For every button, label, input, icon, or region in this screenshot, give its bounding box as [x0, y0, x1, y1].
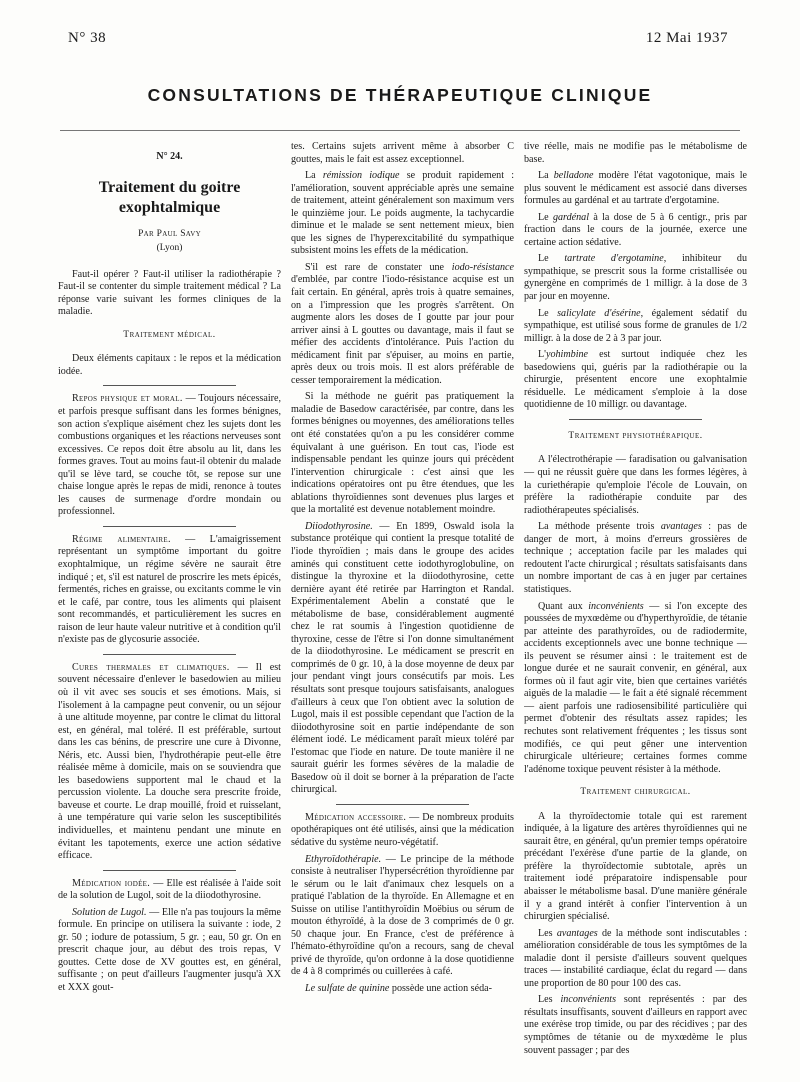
- paragraph-lead: Médication accessoire.: [305, 811, 407, 823]
- section-title: CONSULTATIONS DE THÉRAPEUTIQUE CLINIQUE: [147, 85, 653, 105]
- paragraph: Solution de Lugol. — Elle n'a pas toujours la même formule. En principe on utilisera la suivante : iode, 2 gr. 50 ; iodure de potassium, 5 gr. ; eau, 50 gr. On en prescrit chaque jour, au début des trois repas, V gouttes. Cette dose de XV gouttes est, en général, suffisante ; on peut d'ailleurs l'augmenter jusqu'à XX et XXX gout-: [58, 906, 281, 993]
- paragraph: S'il est rare de constater une iodo-résistance d'emblée, par contre l'iodo-résistance acquise est un fait certain. En général, après trois à quatre semaines, on a l'impression que les progrès s'arrêtent. On augmente alors les doses de I goutte par jour pour arriver ainsi à L gouttes ou davantage, mais il faut se méfier des accidents d'intolérance. Puis l'action du médicament finit par s'épuiser, au moins en partie, après deux ou trois mois. Il est alors préférable de cesser temporairement la médication.: [291, 261, 514, 386]
- article-columns: [58, 141, 748, 1061]
- article-number: N° 24.: [156, 151, 183, 162]
- paragraph: L'yohimbine est surtout indiquée chez les basedowiens qui, guéris par la radiothérapie ou la chirurgie, présentent encore une exophtalmie résiduelle. Le médicament s'emploie à la dose quotidienne de 10 milligr. ou davantage.: [524, 349, 747, 411]
- paragraph: Ethyroïdothérapie. — Le principe de la méthode consiste à neutraliser l'hypersécrétion thyroïdienne par le sérum ou le lait d'animaux chez lesquels on a pratiqué l'ablation de la thyroïde. En Allemagne et en Suisse on utilise l'antithyroïdin Moëbius ou sérum de mouton éthyroïdé, à la dose de 3 comprimés de 0 gr. 50 chaque jour. En France, c'est de préférence à l'hémato-éthyroïdine qu'on a recours, sang de cheval privé de thyroïde, qu'on ordonne à la dose quotidienne de 4 à 8 comprimés ou cuillerées à café.: [291, 853, 514, 978]
- paragraph: tive réelle, mais ne modifie pas le métabolisme de base.: [524, 141, 747, 165]
- page-header: [68, 30, 728, 47]
- divider: [103, 526, 237, 527]
- paragraph: Les inconvénients sont représentés : par des résultats insuffisants, souvent d'ailleurs en rapport avec une exérèse trop timide, ou par des récidives ; par des symptômes de tétanie ou de myxœdème le plus souvent passager ; par des: [524, 994, 747, 1056]
- paragraph: A la thyroïdectomie totale qui est rarement indiquée, à la ligature des artères thyroïdiennes qui ne saurait être, en général, qu'un premier temps opératoire précédant l'exérèse d'une partie de la glande, on préfère la thyroïdectomie subtotale, après un traitement iodé préparatoire indispensable pour abaisser le métabolisme basal. D'une manière générale il y a grand intérêt à confier l'intervention à un chirurgien spécialisé.: [524, 810, 747, 923]
- paragraph: La méthode présente trois avantages : pas de danger de mort, à moins d'erreurs grossières de technique ; acceptation facile par les malades qui redoutent l'acte chirurgical ; résultats satisfaisants dans un nombre important de cas à en juger par certaines statistiques.: [524, 521, 747, 595]
- paragraph: La rémission iodique se produit rapidement : l'amélioration, souvent appréciable après une semaine de traitement, atteint généralement son maximum vers le quinzième jour. Le poids augmente, la tachycardie diminue et le malade se sent nettement mieux, bien que les signes de l'hyperexcitabilité du sympathique subsistent moins les effets de la médication.: [291, 170, 514, 257]
- paragraph-lead: Cures thermales et climatiques.: [72, 661, 230, 673]
- divider: [103, 385, 237, 386]
- issue-date: 12 Mai 1937: [645, 30, 728, 46]
- paragraph: A l'électrothérapie — faradisation ou galvanisation — qui ne réussit guère que dans les formes légères, à la curiethérapie qu'emploie l'école de Louvain, on préfère la radiothérapie conduite par des radiothérapeutes spécialisés.: [524, 454, 747, 516]
- article-location: (Lyon): [156, 243, 183, 254]
- paragraph: Cures thermales et climatiques. — Il est souvent nécessaire d'enlever le basedowien au milieu où il vit avec ses soucis et ses émotions. Mais, si l'isolement à la campagne peut convenir, ou un séjour à une altitude moyenne, par contre le climat du littoral est, en général, mal toléré. Il est préférable, surtout dans les cas bénins, de prescrire une cure à Divonne, Néris, etc. Aussi bien, l'hydrothérapie peut-elle être réalisée même à domicile, mais on se souviendra que les basedowiens supportent mal le chaud et la percussion violente. La douche sera prescrite froide, baveuse et courte. Le drap mouillé, froid et ruisselant, à une température qui varie selon les susceptibilités individuelles, et maintenu pendant une minute en évitant les tapotements, exerce une action sédative efficace.: [58, 661, 281, 862]
- section-heading: Traitement médical.: [123, 329, 216, 340]
- divider: [569, 419, 703, 420]
- paragraph: Le gardénal à la dose de 5 à 6 centigr., pris par fraction dans le cours de la journée, exerce une certaine action sédative.: [524, 211, 747, 248]
- paragraph: Régime alimentaire. — L'amaigrissement représentant un symptôme important du goitre exophtalmique, un régime sévère ne saurait être indiqué ; et, s'il est naturel de proscrire les mets épicés, fermentés, riches en graisse, ou excitants comme le vin et le café, par contre, tous les aliments qui plaisent sont recommandés, et particulièrement les sucres en raison de leur haute valeur nutritive et à condition qu'il n'existe pas de glycosurie associée.: [58, 533, 281, 646]
- paragraph: Faut-il opérer ? Faut-il utiliser la radiothérapie ? Faut-il se contenter du simple traitement médical ? La réponse varie suivant les formes cliniques de la maladie.: [58, 268, 281, 318]
- section-heading: Traitement chirurgical.: [580, 787, 691, 798]
- article-byline: Par Paul Savy: [138, 228, 201, 239]
- paragraph: Diiodothyrosine. — En 1899, Oswald isola la substance protéique qui contient la presque totalité de l'iode thyroïdien ; mais dans le groupe des acides aminés qui constituent cette iodothyroglobuline, on distingue la thyroxine et la diiodothyrosine, cette dernière ayant été retirée par Harrington et Randal. Expérimentalement Abelin a constaté que le métabolisme de base, considérablement augmenté chez le rat soumis à l'ingestion quotidienne de thyroxine, cesse de l'être si l'on donne simultanément de la diiodothyrosine. Le médicament se prescrit en comprimés de 0 gr. 10, à la dose moyenne de deux par jour pendant vingt jours consécutifs par mois. Les résultats sont presque toujours satisfaisants, analogues d'ailleurs à ceux que l'on obtient avec la solution de Lugol, mais il est possible cependant que l'action de la diiodothyrosine soit en partie indépendante de son élément iodé. Le médicament paraît mieux toléré par l'estomac que l'iode en nature. De toute manière il ne saurait guérir les formes sévères de la maladie de Basedow où il doit se borner à la préparation de l'acte chirurgical.: [291, 520, 514, 796]
- paragraph: Le sulfate de quinine possède une action séda-: [305, 983, 492, 994]
- paragraph: tes. Certains sujets arrivent même à absorber C gouttes, mais le fait est assez exceptionnel.: [291, 141, 514, 165]
- divider: [103, 654, 237, 655]
- paragraph: Quant aux inconvénients — si l'on excepte des poussées de myxœdème ou d'hyperthyroïdie, de tétanie par atteinte des parathyroïdes, ou de radiodermite, accidents exceptionnels avec une bonne technique — ils peuvent se résumer ainsi : le traitement est de longue durée et ne saurait convenir, en général, aux formes où il faut agir vite, bien que certaines variétés aiguës de la maladie — le fait a été signalé récemment — aient parfois une radiosensibilité particulière qui permet d'obtenir des résultats assez rapides; les rechutes sont relativement fréquentes ; les tissus sont modifiés, ce qui peut gêner une intervention chirurgicale ultérieure; certaines formes comme l'adénome toxique peuvent résister à la méthode.: [524, 600, 747, 775]
- paragraph-lead: Repos physique et moral.: [72, 393, 183, 405]
- divider: [103, 870, 237, 871]
- paragraph-lead: Solution de Lugol.: [72, 906, 147, 918]
- paragraph: Le tartrate d'ergotamine, inhibiteur du sympathique, se prescrit sous la forme cristallisée ou gynergène en comprimés de 1 milligr. à la dose de 3 par jour en moyenne.: [524, 253, 747, 303]
- paragraph: Repos physique et moral. — Toujours nécessaire, et parfois presque suffisant dans les formes bénignes, son action s'explique aisément chez les sujets dont les combustions organiques et les réactions nerveuses sont excessives. Ce repos doit être absolu au lit, dans les formes graves. Tout au moins faut-il obtenir du malade qu'il se lève tard, se couche tôt, se repose sur une chaise longue après le repas de midi, renonce à toutes les causes de surmenage d'ordre mondain ou professionnel.: [58, 393, 281, 518]
- paragraph: Le salicylate d'ésérine, également sédatif du sympathique, est utilisé sous forme de granules de 1/2 milligr. à la dose de 2 à 3 par jour.: [524, 307, 747, 344]
- article-title: Traitement du goitre exophtalmique: [98, 178, 241, 216]
- section-heading: Traitement physiothérapique.: [568, 430, 703, 441]
- paragraph: La belladone modère l'état vagotonique, mais le plus souvent le médicament est associé dans diverses formules au gardénal et au tartrate d'ergotamine.: [524, 170, 747, 207]
- column-1: [58, 141, 281, 1061]
- paragraph: Les avantages de la méthode sont indiscutables : amélioration considérable de tous les symptômes de la maladie dont il persiste d'ailleurs souvent quelques traces — instabilité cardiaque, éclat du regard — dans une proportion de 80 pour 100 des cas.: [524, 927, 747, 989]
- title-rule: [60, 130, 740, 131]
- paragraph: Si la méthode ne guérit pas pratiquement la maladie de Basedow caractérisée, par contre, dans les formes bénignes ou moyennes, des améliorations telles ont été constatées qu'on a pu les considérer comme équivalant à une guérison. En tout cas, l'iode est indispensable pendant les quinze jours qui précèdent l'intervention chirurgicale : c'est ainsi que les indications opératoires ont pu être étendues, que les ablations thyroïdiennes sont devenues plus larges et que la mortalité est devenue notablement moindre.: [291, 391, 514, 516]
- issue-number: N° 38: [68, 30, 107, 46]
- paragraph-lead: Régime alimentaire.: [72, 533, 171, 545]
- column-3: [524, 141, 747, 1061]
- divider: [336, 804, 470, 805]
- paragraph: Médication iodée. — Elle est réalisée à l'aide soit de la solution de Lugol, soit de la diiodothyrosine.: [58, 877, 281, 902]
- paragraph: Médication accessoire. — De nombreux produits opothérapiques ont été utilisés, ainsi que la médication sédative du système neuro-végétatif.: [291, 811, 514, 848]
- paragraph: Deux éléments capitaux : le repos et la médication iodée.: [58, 353, 281, 377]
- paragraph-lead: Médication iodée.: [72, 877, 151, 889]
- column-2: [291, 141, 514, 1061]
